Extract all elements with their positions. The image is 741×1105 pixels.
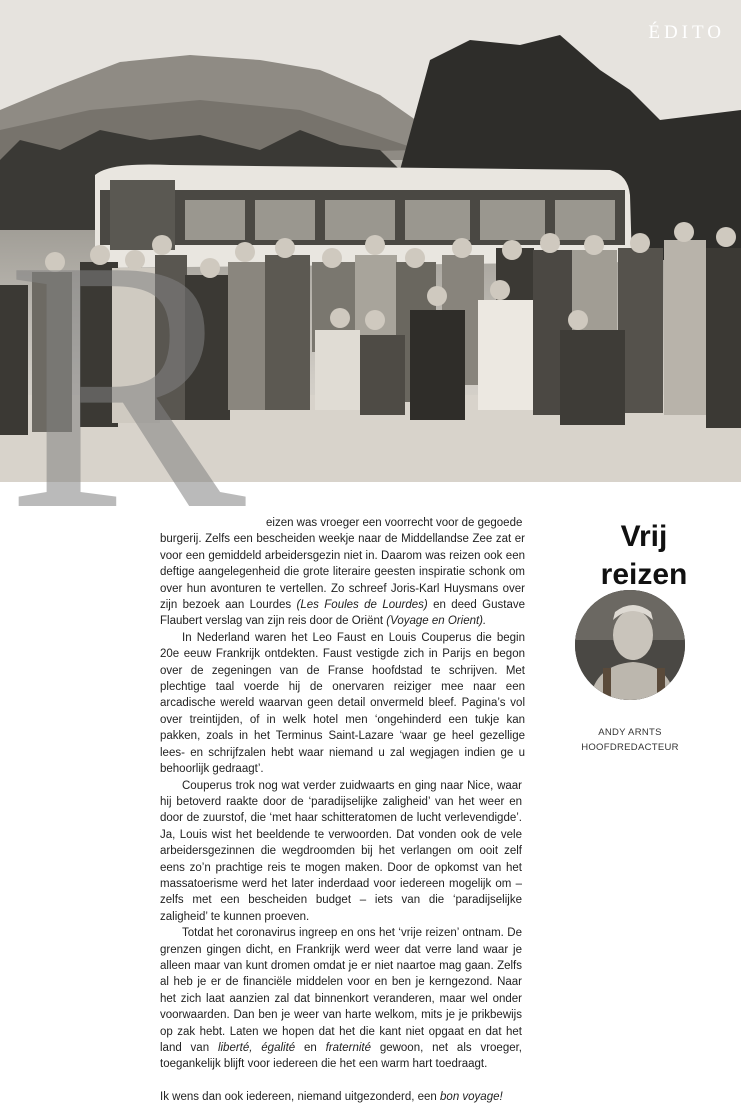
p4-liberte: liberté, égalité xyxy=(217,1042,296,1054)
article-paragraph-3: Couperus trok nog wat verder zuidwaarts en ging naar Nice, waar hij betoverd raakte door de ‘paradijselijke zaligheid’ van het weer en door de zuurstof, die ‘met haar schitteratomen de lucht verlevendigde’. Ja, Louis wist het beeldende te verwoorden. Dat vonden ook de vele arbeidersgezinnen die wegdroomden bij het verlangen om ooit zelf eens zo’n prachtige reis te mogen maken. Door de opkomst van het massatoerisme werd het later inderdaad voor iedereen mogelijk om – zelfs met een bescheiden budget – iets van die ‘paradijselijke zaligheid’ te kunnen proeven. xyxy=(160,779,522,923)
author-portrait xyxy=(575,590,685,700)
article-first-line: eizen was vroeger een voorrecht voor de gegoede xyxy=(266,517,523,529)
p4-fraternite: fraternité xyxy=(325,1042,371,1054)
edito-title: Vrij reizen xyxy=(600,520,688,591)
article-paragraph-1 xyxy=(160,531,525,629)
p1-title-orient: (Voyage en Orient). xyxy=(386,615,487,628)
article-closing xyxy=(160,1089,525,1105)
author-name: ANDY ARNTS xyxy=(598,727,662,738)
drop-cap-letter: R xyxy=(6,185,247,584)
author-credit xyxy=(565,725,695,755)
article-body xyxy=(160,515,525,1105)
p1-text-a: burgerij. Zelfs een bescheiden weekje naar de Middellandse Zee zat er voor een gemiddeld arbeidersgezin niet in. Daarom was reizen ook een deftige aangelegenheid die grote literaire geesten inspiratie schonk om over hun avonturen te vertellen. Zo schreef Joris-Karl Huysmans over zijn bezoek aan Lourdes xyxy=(160,533,525,612)
article-paragraph-2: In Nederland waren het Leo Faust en Louis Couperus die begin 20e eeuw Frankrijk ontdekten. Faust vestigde zich in Parijs en begon over de zegeningen van de Franse hoofdstad te schrijven. Met plechtige taal voerde hij de onervaren reiziger mee naar een arcadische wereld waarvan geen detail onvermeld bleef. Pagina’s vol over treintijden, of in welk hotel men ‘ongehinderd een tukje kan pakken, zoals in het Terminus Saint-Lazare ‘waar ge heel gezellige lees- en schrijfzalen hebt waar niemand u zal wegjagen indien ge u behoorlijk gedraagt’. xyxy=(160,631,525,776)
closing-bon-voyage: bon voyage! xyxy=(440,1090,503,1103)
article-paragraph-4 xyxy=(160,925,522,1073)
p4-text-c: gewoon, net als vroeger, toegankelijk blijft voor iedereen die het een warm hart toedraagt. xyxy=(160,1042,522,1071)
p4-text-b: en xyxy=(295,1042,326,1054)
section-label: ÉDITO xyxy=(648,22,725,43)
closing-text: Ik wens dan ook iedereen, niemand uitgezonderd, een xyxy=(160,1090,441,1103)
p1-title-lourdes: (Les Foules de Lourdes) xyxy=(296,599,428,612)
p4-text-a: Totdat het coronavirus ingreep en ons het ‘vrije reizen’ ontnam. De grenzen gingen dicht, en Frankrijk werd weer dat verre land waar je alleen maar van kunt dromen omdat je er niet naartoe mag gaan. Zelfs al heb je er de financiële middelen voor en ben je kerngezond. Naar het zich laat aanzien zal dat binnenkort veranderen, maar wel onder voorwaarden. Dan ben je weer van harte welkom, mits je je prikbewijs op zak hebt. Laten we hopen dat het die kant niet opgaat en dat het land van xyxy=(160,927,522,1054)
portrait-illustration xyxy=(575,590,685,700)
author-role: HOOFDREDACTEUR xyxy=(581,742,679,753)
p1-text-b: en deed Gustave Flaubert verslag van zijn reis door de Oriënt xyxy=(160,599,525,628)
